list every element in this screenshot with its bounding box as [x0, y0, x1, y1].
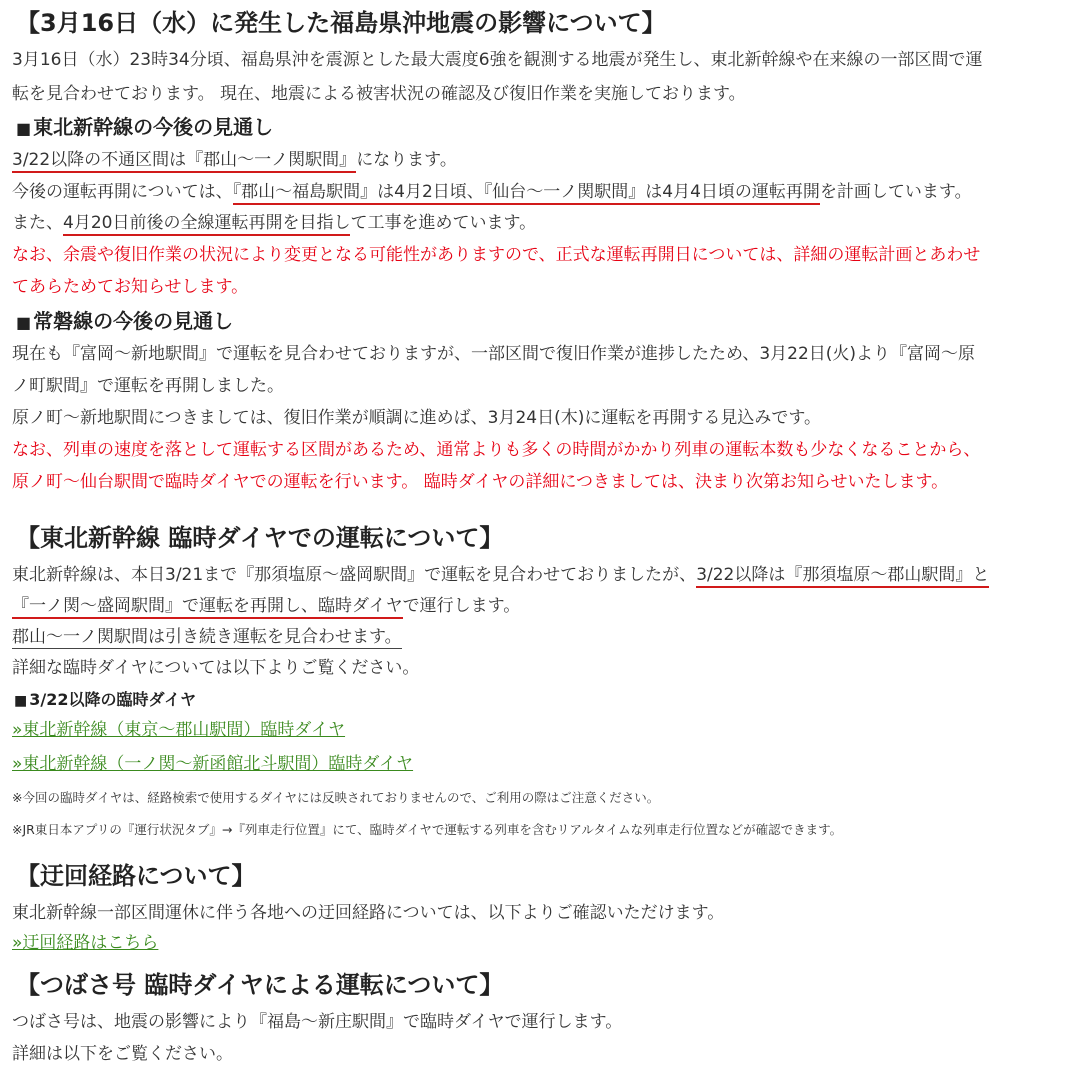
shinkansen-warning-line2: てあらためてお知らせします。 [12, 277, 249, 297]
temp-schedule-prefix: 東北新幹線は、本日3/21まで『那須塩原～盛岡駅間』で運転を見合わせておりましたが、 [12, 565, 697, 585]
resume-plan-prefix: 今後の運転再開については、 [12, 182, 233, 202]
closed-section-highlight: 3/22以降の不通区間は『郡山～一ノ関駅間』 [12, 150, 356, 173]
closed-section-line [12, 152, 457, 169]
resume-plan-line [12, 184, 972, 201]
full-resume-highlight: 4月20日前後の全線運転再開を目指し [63, 213, 350, 236]
temp-schedule-highlight1: 3/22以降は『那須塩原～郡山駅間』と [696, 565, 989, 588]
detour-description: 東北新幹線一部区間運休に伴う各地への迂回経路については、以下よりご確認いただけます。 [12, 903, 725, 923]
section1-intro-line1: 3月16日（水）23時34分頃、福島県沖を震源とした最大震度6強を観測する地震が発生し、東北新幹線や在来線の一部区間で運 [12, 50, 983, 70]
temp-schedule-subheading-text: 3/22以降の臨時ダイヤ [29, 690, 197, 709]
suspended-section-text: 郡山～一ノ関駅間は引き続き運転を見合わせます。 [12, 627, 402, 647]
temp-schedule-suffix: で運行します。 [402, 596, 521, 616]
link-ichinoseki-hakodate-schedule[interactable]: »東北新幹線（一ノ関～新函館北斗駅間）臨時ダイヤ [12, 754, 414, 774]
section2-title: 【東北新幹線 臨時ダイヤでの運転について】 [16, 524, 504, 552]
square-bullet-icon: ■ [14, 693, 28, 709]
resume-plan-suffix: を計画しています。 [819, 182, 972, 202]
link-detour-routes[interactable]: »迂回経路はこちら [12, 933, 159, 953]
joban-status-line2: ノ町駅間』で運転を再開しました。 [12, 376, 284, 396]
full-resume-line [12, 215, 536, 232]
resume-plan-highlight: 『郡山～福島駅間』は4月2日頃、『仙台～一ノ関駅間』は4月4日頃の運転再開 [233, 182, 820, 205]
tsubasa-line2: 詳細は以下をご覧ください。 [12, 1044, 233, 1064]
joban-outlook-heading [16, 311, 233, 331]
section1-title: 【3月16日（水）に発生した福島県沖地震の影響について】 [16, 9, 666, 37]
section1-intro-line2: 転を見合わせております。 現在、地震による被害状況の確認及び復旧作業を実施しております。 [12, 84, 746, 104]
section4-title: 【つばさ号 臨時ダイヤによる運転について】 [16, 971, 504, 999]
full-resume-suffix: て工事を進めています。 [350, 213, 537, 233]
full-resume-prefix: また、 [12, 213, 63, 233]
joban-outlook-heading-text: 常磐線の今後の見通し [33, 309, 234, 333]
suspended-section-line [12, 629, 402, 646]
square-bullet-icon: ■ [16, 313, 32, 332]
square-bullet-icon: ■ [16, 119, 32, 138]
note-jr-east-app: ※JR東日本アプリの『運行状況タブ』→『列車走行位置』にて、臨時ダイヤで運転する列車を含むリアルタイムな列車走行位置などが確認できます。 [12, 822, 843, 837]
temp-schedule-line2 [12, 598, 520, 615]
joban-warning-line1: なお、列車の速度を落として運転する区間があるため、通常よりも多くの時間がかかり列車の運転本数も少なくなることから、 [12, 440, 981, 460]
closed-section-rest: になります。 [356, 150, 457, 170]
details-line: 詳細な臨時ダイヤについては以下よりご覧ください。 [12, 658, 420, 678]
section3-title: 【迂回経路について】 [16, 862, 256, 890]
joban-warning-line2: 原ノ町～仙台駅間で臨時ダイヤでの運転を行います。 臨時ダイヤの詳細につきましては、決まり次第お知らせいたします。 [12, 472, 949, 492]
joban-status-line1: 現在も『富岡～新地駅間』で運転を見合わせておりますが、一部区間で復旧作業が進捗したため、3月22日(火)より『富岡～原 [12, 344, 976, 364]
shinkansen-outlook-heading-text: 東北新幹線の今後の見通し [33, 115, 274, 139]
tsubasa-line1: つばさ号は、地震の影響により『福島～新庄駅間』で臨時ダイヤで運行します。 [12, 1012, 623, 1032]
note-route-search: ※今回の臨時ダイヤは、経路検索で使用するダイヤには反映されておりませんので、ご利用の際はご注意ください。 [12, 790, 660, 805]
shinkansen-warning-line1: なお、余震や復旧作業の状況により変更となる可能性がありますので、正式な運転再開日については、詳細の運転計画とあわせ [12, 245, 981, 265]
joban-status-line3: 原ノ町～新地駅間につきましては、復旧作業が順調に進めば、3月24日(木)に運転を再開する見込みです。 [12, 408, 822, 428]
temp-schedule-highlight2: 『一ノ関～盛岡駅間』で運転を再開し、臨時ダイヤ [12, 596, 403, 619]
link-tokyo-koriyama-schedule[interactable]: »東北新幹線（東京～郡山駅間）臨時ダイヤ [12, 720, 346, 740]
shinkansen-outlook-heading [16, 117, 273, 137]
temp-schedule-line1 [12, 567, 989, 584]
temp-schedule-subheading [14, 692, 196, 708]
